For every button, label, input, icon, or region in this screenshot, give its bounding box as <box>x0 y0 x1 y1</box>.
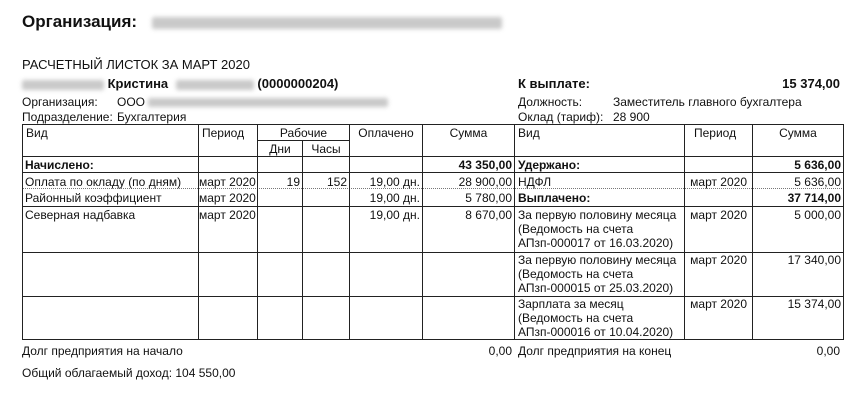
accrual-paid: 19,00 дн. <box>369 191 420 205</box>
debt-end-label: Долг предприятия на конец <box>518 344 672 358</box>
payment-sum: 5 000,00 <box>794 208 841 222</box>
table-line <box>843 124 844 339</box>
to-pay-label: К выплате: <box>518 76 590 91</box>
paid-total: 37 714,00 <box>787 191 841 205</box>
withholding-period: март 2020 <box>690 175 747 189</box>
table-line <box>22 206 844 207</box>
redacted-organization-name <box>152 17 502 29</box>
org-field-text: ООО <box>117 95 146 109</box>
header-kind: Вид <box>26 126 48 140</box>
withheld-label: Удержано: <box>518 158 581 172</box>
header-sum: Сумма <box>449 126 488 140</box>
table-line <box>22 124 23 339</box>
accrual-hours: 152 <box>326 175 347 189</box>
accrual-kind: Северная надбавка <box>25 208 136 222</box>
header-working: Рабочие <box>279 126 328 140</box>
redacted-org-field <box>148 98 388 107</box>
table-line <box>257 140 349 141</box>
table-line <box>22 172 844 173</box>
employee-line <box>22 76 338 91</box>
table-line <box>22 339 844 340</box>
withheld-total: 5 636,00 <box>794 158 841 172</box>
payment-line: АПзп-000017 от 16.03.2020) <box>518 236 674 250</box>
redacted-patronymic <box>176 80 254 90</box>
accrual-sum: 28 900,00 <box>458 175 512 189</box>
debt-end-value: 0,00 <box>816 344 840 358</box>
position-label: Должность: <box>518 95 583 109</box>
payment-line: Зарплата за месяц <box>518 297 624 311</box>
table-line <box>22 124 844 125</box>
table-line <box>198 124 199 339</box>
header-kind-right: Вид <box>518 126 540 140</box>
payment-line: (Ведомость на счета <box>518 267 634 281</box>
table-line <box>349 124 350 339</box>
table-line <box>302 140 303 339</box>
org-field-label: Организация: <box>22 95 98 109</box>
department-value: Бухгалтерия <box>117 110 187 124</box>
taxable-income: Общий облагаемый доход: 104 550,00 <box>22 366 236 380</box>
withholding-sum: 5 636,00 <box>794 175 841 189</box>
payment-sum: 15 374,00 <box>787 297 841 311</box>
accrual-sum: 8 670,00 <box>465 208 512 222</box>
accrued-total: 43 350,00 <box>458 158 512 172</box>
debt-start-label: Долг предприятия на начало <box>22 344 183 358</box>
payment-line: (Ведомость на счета <box>518 222 634 236</box>
payment-line: (Ведомость на счета <box>518 311 634 325</box>
header-sum-right: Сумма <box>779 126 817 140</box>
header-period: Период <box>202 126 245 140</box>
payment-line: За первую половину месяца <box>518 253 677 267</box>
withholding-kind: НДФЛ <box>518 175 552 189</box>
accrual-days: 19 <box>286 175 300 189</box>
accrual-period: март 2020 <box>199 175 256 189</box>
accrual-period: март 2020 <box>199 208 256 222</box>
table-line <box>22 156 844 157</box>
debt-start-value: 0,00 <box>488 344 512 358</box>
payment-line: АПзп-000016 от 10.04.2020) <box>518 325 674 339</box>
payment-period: март 2020 <box>690 253 747 267</box>
header-period-right: Период <box>694 126 737 140</box>
organization-heading-label: Организация: <box>22 12 138 31</box>
table-line <box>257 124 258 339</box>
organization-heading <box>22 12 502 32</box>
accrual-kind: Оплата по окладу (по дням) <box>25 175 182 189</box>
table-line <box>514 124 515 339</box>
accrual-kind: Районный коэффициент <box>25 191 162 205</box>
payment-line: За первую половину месяца <box>518 208 677 222</box>
employee-name: Кристина <box>107 76 169 91</box>
header-paid: Оплачено <box>358 126 414 140</box>
accrual-paid: 19,00 дн. <box>369 175 420 189</box>
accrued-label: Начислено: <box>25 158 94 172</box>
accrual-period: март 2020 <box>199 191 256 205</box>
payslip-title: РАСЧЕТНЫЙ ЛИСТОК ЗА МАРТ 2020 <box>22 57 250 72</box>
salary-value: 28 900 <box>613 110 650 124</box>
salary-label: Оклад (тариф): <box>518 110 604 124</box>
payment-period: март 2020 <box>690 297 747 311</box>
header-days: Дни <box>269 142 291 156</box>
payment-period: март 2020 <box>690 208 747 222</box>
to-pay-value: 15 374,00 <box>782 76 840 91</box>
org-field-value <box>117 95 388 109</box>
row-separator <box>22 189 514 190</box>
payment-line: АПзп-000015 от 25.03.2020) <box>518 281 674 295</box>
header-hours: Часы <box>311 142 341 156</box>
accrual-sum: 5 780,00 <box>465 191 512 205</box>
department-label: Подразделение: <box>22 110 113 124</box>
table-line <box>422 124 423 339</box>
employee-id: (0000000204) <box>257 76 339 91</box>
paid-label: Выплачено: <box>518 191 591 205</box>
payslip-table <box>22 124 844 339</box>
accrual-paid: 19,00 дн. <box>369 208 420 222</box>
redacted-surname <box>22 80 104 90</box>
position-value: Заместитель главного бухгалтера <box>613 95 802 109</box>
payment-sum: 17 340,00 <box>787 253 841 267</box>
